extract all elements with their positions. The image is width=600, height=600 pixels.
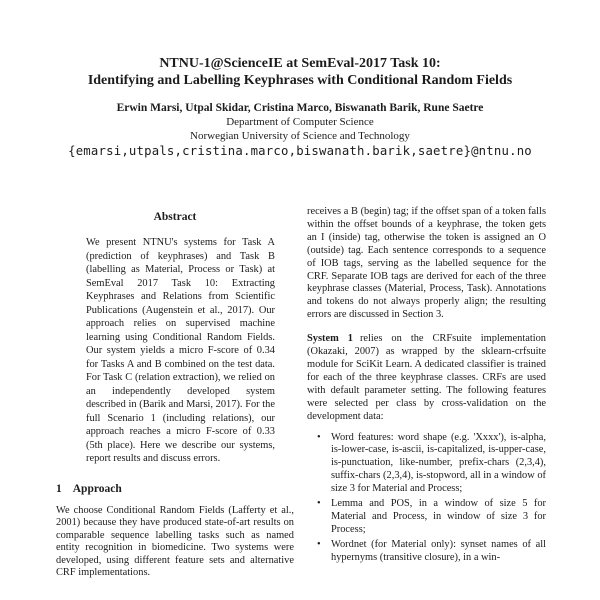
paper-header <box>0 56 600 158</box>
feature-item-text: Wordnet (for Material only): synset names of all hypernyms (transitive closure), in a win- <box>331 538 546 563</box>
bullet-icon: • <box>317 538 321 550</box>
section-1-title: Approach <box>72 482 122 495</box>
paper-title-line1: NTNU-1@ScienceIE at SemEval-2017 Task 10: <box>159 56 441 71</box>
system1-paragraph <box>307 333 546 423</box>
bullet-icon: • <box>317 498 321 510</box>
bullet-icon: • <box>317 431 321 443</box>
abstract-text: We present NTNU's systems for Task A (prediction of keyphrases) and Task B (labelling as Material, Process or Task) at SemEval 2017 Task 10: Extracting Keyphrases and Relations from Scientific Publications (Augenstein et al., 2017). Our approach relies on supervised machine learning using Conditional Random Fields. Our system yields a micro F-score of 0.34 for Tasks A and B combined on the test data. For Task C (relation extraction), we relied on an independently developed system described in (Barik and Marsi, 2017). For the full Scenario 1 (including relations), our approach reaches a micro F-score of 0.33 (5th place). Here we describe our systems, report results and discuss errors. <box>86 237 275 464</box>
section-1-number: 1 <box>56 482 62 495</box>
affiliation-department: Department of Computer Science <box>226 116 374 128</box>
system1-label: System 1 <box>307 333 353 345</box>
section-1-heading <box>56 483 294 495</box>
affiliation-university: Norwegian University of Science and Technology <box>190 130 410 142</box>
feature-item-text: Lemma and POS, in a window of size 5 for Material and Process, in window of size 3 for Process; <box>331 498 546 535</box>
paper-title <box>0 56 600 89</box>
feature-item-wordnet <box>307 539 546 565</box>
authors-email: {emarsi,utpals,cristina.marco,biswanath.barik,saetre}@ntnu.no <box>68 144 532 158</box>
feature-item-word-features <box>307 432 546 497</box>
left-column <box>56 206 294 580</box>
paper-title-line2: Identifying and Labelling Keyphrases with Conditional Random Fields <box>87 72 513 88</box>
system1-text: relies on the CRFsuite implementation (Okazaki, 2007) as wrapped by the sklearn-crfsuite module for SciKit Learn. A dedicated classifier is trained for each of the three keyphrase classes. CRFs are used with default parameter setting. The following features were selected per class by cross-validation on the development data: <box>307 333 546 422</box>
feature-item-lemma-pos <box>307 498 546 537</box>
authors-line: Erwin Marsi, Utpal Skidar, Cristina Marco, Biswanath Barik, Rune Saetre <box>116 102 484 114</box>
right-column <box>307 206 546 567</box>
abstract-heading: Abstract <box>153 211 197 223</box>
section-1-paragraph: We choose Conditional Random Fields (Lafferty et al., 2001) because they have produced state-of-art results on comparable sequence labelling tasks such as named entity recognition in biomedicine. Two systems were developed, using different feature sets and alternative CRF implementations. <box>56 504 294 578</box>
feature-item-text: Word features: word shape (e.g. 'Xxxx'), is-alpha, is-lower-case, is-ascii, is-capitalized, is-upper-case, is-punctuation, like-number, prefix-chars (2,3,4), suffix-chars (2,3,4), is-stopword, all in a window of size 3 for Material and Process; <box>331 431 546 495</box>
feature-list <box>307 432 546 565</box>
iob-tagging-paragraph: receives a B (begin) tag; if the offset span of a token falls within the offset bounds of a keyphrase, the token gets an I (inside) tag, otherwise the token is assigned an O (outside) tag. Each sentence corresponds to a sequence of IOB tags, serving as the labelled sequence for the CRF. Separate IOB tags are derived for each of the three keyphrase classes (Material, Process, Task). Annotations and tokens do not always properly align; the resulting errors are discussed in Section 3. <box>307 206 546 321</box>
